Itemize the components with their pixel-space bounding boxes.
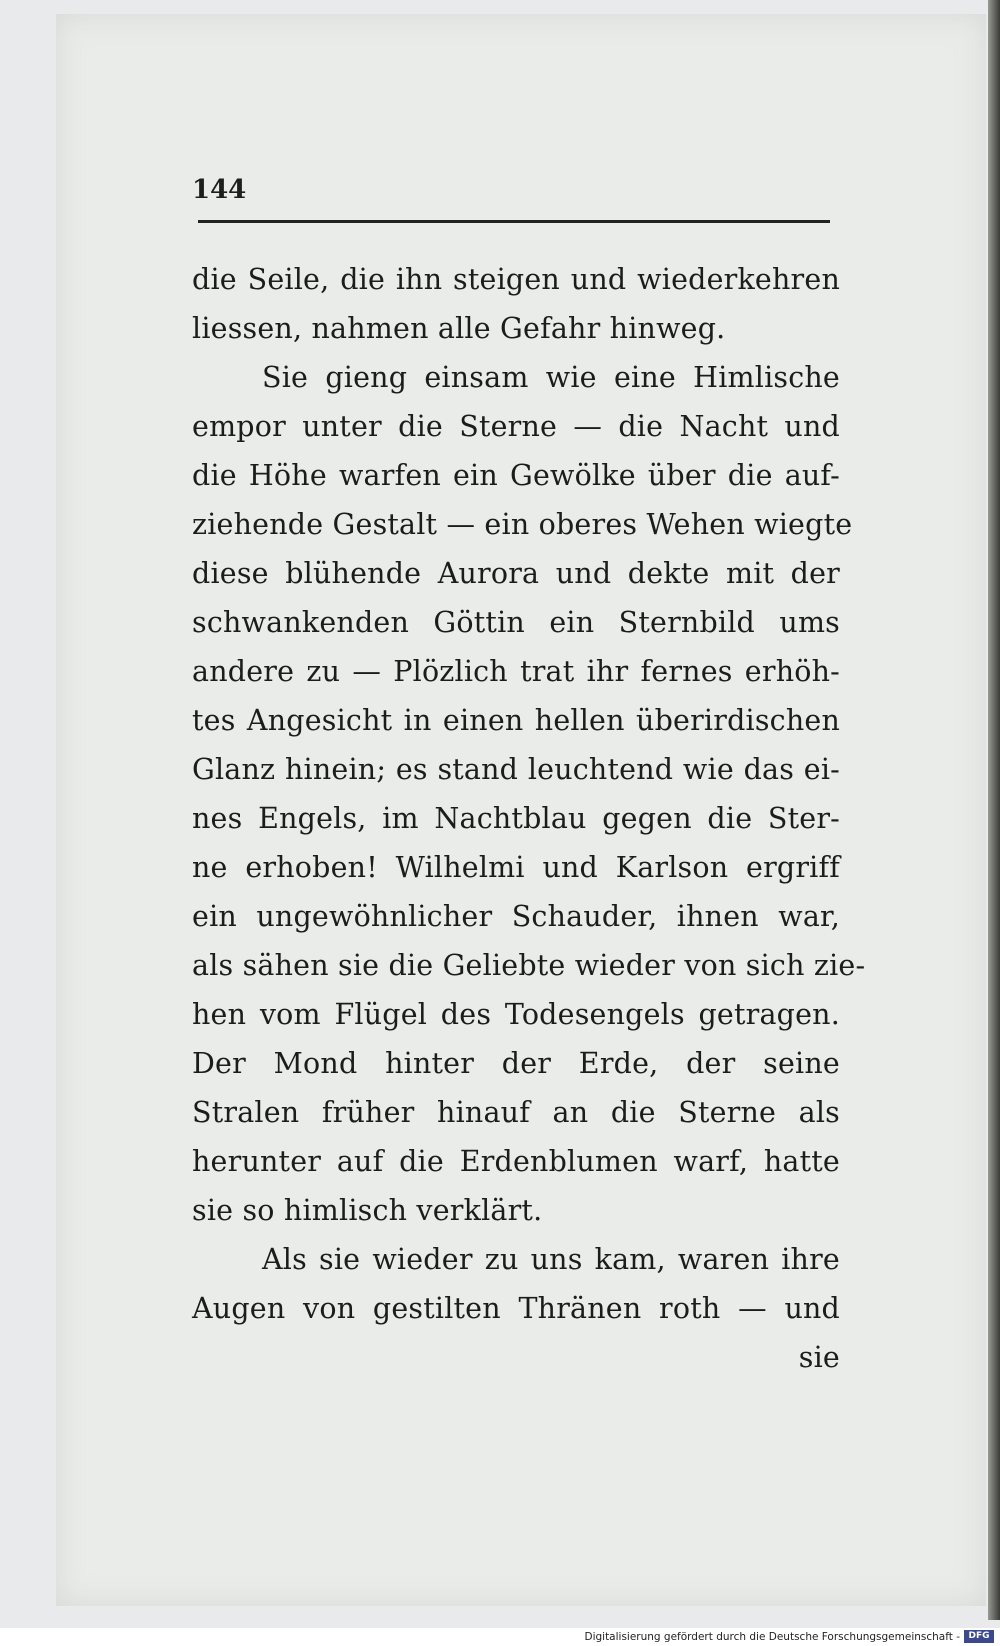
- dfg-logo: DFG: [964, 1630, 994, 1643]
- text-line: die Seile, die ihn steigen und wiederkehren: [192, 263, 840, 296]
- text-line: Sie gieng einsam wie eine Himlische: [262, 361, 840, 394]
- text-line: Der Mond hinter der Erde, der seine: [192, 1047, 840, 1080]
- text-line: als sähen sie die Geliebte wieder von sich zie-: [192, 949, 866, 982]
- book-spine-edge: [988, 0, 1000, 1620]
- text-line: Stralen früher hinauf an die Sterne als: [192, 1096, 840, 1129]
- header-rule: [198, 220, 830, 223]
- text-line: diese blühende Aurora und dekte mit der: [192, 557, 840, 590]
- page-number: 144: [192, 175, 247, 205]
- catchword: sie: [798, 1341, 840, 1374]
- text-line: Glanz hinein; es stand leuchtend wie das ei-: [192, 753, 840, 786]
- text-line: sie so himlisch verklärt.: [192, 1194, 543, 1227]
- text-line: Als sie wieder zu uns kam, waren ihre: [262, 1243, 840, 1276]
- text-line: ziehende Gestalt — ein oberes Wehen wiegte: [192, 508, 853, 541]
- text-line: empor unter die Sterne — die Nacht und: [192, 410, 840, 443]
- digitization-credit: Digitalisierung gefördert durch die Deutsche Forschungsgemeinschaft -: [584, 1631, 960, 1643]
- text-line: herunter auf die Erdenblumen warf, hatte: [192, 1145, 840, 1178]
- text-line: ne erhoben! Wilhelmi und Karlson ergriff: [192, 851, 840, 884]
- text-line: liessen, nahmen alle Gefahr hinweg.: [192, 312, 726, 345]
- text-line: die Höhe warfen ein Gewölke über die auf-: [192, 459, 840, 492]
- text-line: hen vom Flügel des Todesengels getragen.: [192, 998, 840, 1031]
- text-line: Augen von gestilten Thränen roth — und: [192, 1292, 840, 1325]
- text-line: nes Engels, im Nachtblau gegen die Ster-: [192, 802, 840, 835]
- text-line: ein ungewöhnlicher Schauder, ihnen war,: [192, 900, 840, 933]
- text-line: schwankenden Göttin ein Sternbild ums: [192, 606, 840, 639]
- text-line: tes Angesicht in einen hellen überirdischen: [192, 704, 840, 737]
- text-line: andere zu — Plözlich trat ihr fernes erhöh-: [192, 655, 840, 688]
- body-text: [192, 255, 866, 1382]
